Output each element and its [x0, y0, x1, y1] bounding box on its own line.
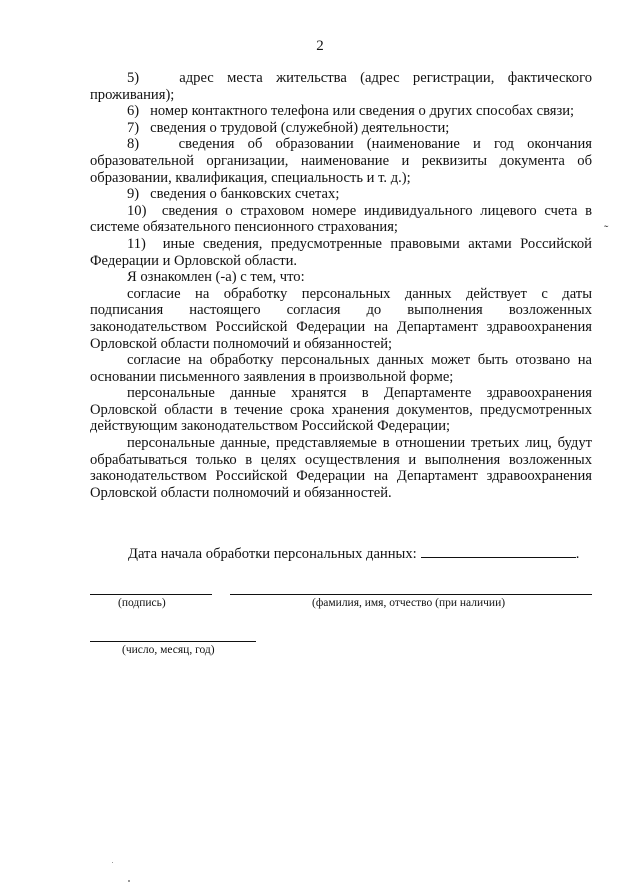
scan-speck [112, 862, 113, 863]
list-item-7: 7) сведения о трудовой (служебной) деятельности; [127, 119, 450, 136]
acknowledgement-lead: Я ознакомлен (-а) с тем, что: [127, 269, 305, 286]
signature-caption: (подпись) [118, 597, 166, 609]
statement-revocation: согласие на обработку персональных данных может быть отозвано на основании письменного заявления в произвольной форме; [90, 352, 592, 385]
full-name-line[interactable] [230, 594, 592, 595]
list-item-6: 6) номер контактного телефона или сведения о других способах связи; [127, 103, 575, 120]
date-caption: (число, месяц, год) [122, 644, 215, 656]
statement-validity: согласие на обработку персональных данных действует с даты подписания настоящего согласия до выполнения возложенных законодательством Российской Федерации на Департамент здравоохранения Орловской области полномочий и обязанностей; [90, 285, 592, 352]
start-date-line [128, 545, 598, 563]
signature-line[interactable] [90, 594, 212, 595]
list-item-10: 10) сведения о страховом номере индивидуального лицевого счета в системе обязательного пенсионного страхования; [90, 202, 592, 236]
start-date-period: . [575, 546, 580, 562]
scan-speck [128, 880, 130, 882]
list-item-8: 8) сведения об образовании (наименование и год окончания образовательной организации, наименование и реквизиты документа об образовании, квалификация, специальность и т. д.); [90, 136, 592, 186]
list-item-5: 5) адрес места жительства (адрес регистрации, фактического проживания); [90, 70, 592, 103]
list-item-11: 11) иные сведения, предусмотренные правовыми актами Российской Федерации и Орловской области. [90, 235, 592, 269]
document-body [90, 70, 592, 501]
date-line[interactable] [90, 641, 256, 642]
statement-third-parties: персональные данные, представляемые в отношении третьих лиц, будут обрабатываться только в целях осуществления и выполнения возложенных законодательством Российской Федерации на Департамент здравоохранения Орловской области полномочий и обязанностей. [90, 435, 592, 501]
start-date-field[interactable] [421, 545, 576, 558]
list-item-9: 9) сведения о банковских счетах; [127, 186, 340, 203]
start-date-label: Дата начала обработки персональных данных: [128, 546, 417, 562]
statement-storage: персональные данные хранятся в Департаменте здравоохранения Орловской области в течение срока хранения документов, предусмотренных действующим законодательством Российской Федерации; [90, 385, 592, 435]
page-number: 2 [316, 38, 324, 54]
full-name-caption: (фамилия, имя, отчество (при наличии) [312, 597, 506, 609]
margin-mark: ˜ [604, 222, 609, 237]
